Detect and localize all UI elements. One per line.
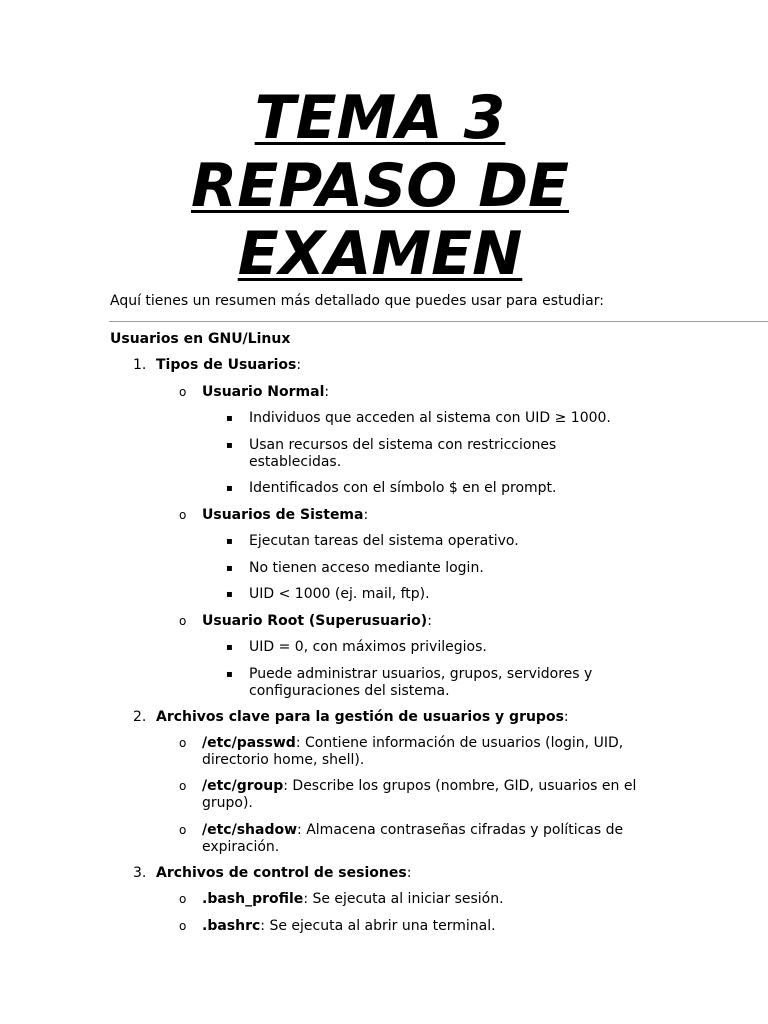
sub-item-label: /etc/group — [202, 778, 284, 794]
horizontal-rule — [109, 321, 768, 322]
circle-bullet-icon: o — [179, 614, 187, 628]
square-bullet-icon: ▪ — [226, 563, 233, 574]
item-label: Archivos clave para la gestión de usuarios y grupos — [156, 709, 564, 725]
bullet-text: Puede administrar usuarios, grupos, servidores y configuraciones del sistema. — [249, 666, 593, 699]
sub-list-item — [202, 613, 432, 630]
sub-list-item — [202, 507, 368, 524]
item-suffix: : — [563, 709, 569, 725]
item-suffix: : — [406, 865, 412, 881]
sub-list-item — [202, 822, 652, 856]
bullet-text: Ejecutan tareas del sistema operativo. — [249, 533, 519, 549]
bullet-text: No tienen acceso mediante login. — [249, 560, 484, 576]
sub-item-text: : Contiene información de usuarios (login, UID, directorio home, shell). — [202, 735, 624, 768]
intro-text: Aquí tienes un resumen más detallado que puedes usar para estudiar: — [110, 293, 604, 309]
sub-item-text: : Describe los grupos (nombre, GID, usuarios en el grupo). — [202, 778, 637, 811]
sub-item-text: : Se ejecuta al abrir una terminal. — [260, 918, 496, 934]
sub-item-label: .bash_profile — [202, 891, 304, 907]
item-suffix: : — [296, 357, 302, 373]
sub-item-label: .bashrc — [202, 918, 261, 934]
sub-item-label: /etc/passwd — [202, 735, 296, 751]
list-number: 1. — [133, 357, 147, 373]
sub-item-label: Usuarios de Sistema — [202, 507, 364, 523]
item-label: Tipos de Usuarios — [156, 357, 297, 373]
list-item — [156, 865, 411, 882]
circle-bullet-icon: o — [179, 736, 187, 750]
title-line-2: REPASO DE — [191, 151, 569, 221]
sub-list-item — [202, 778, 652, 812]
square-bullet-icon: ▪ — [226, 669, 233, 680]
square-bullet-icon: ▪ — [226, 589, 233, 600]
title-line-1: TEMA 3 — [254, 83, 506, 153]
sub-item-label: Usuario Normal — [202, 384, 325, 400]
square-bullet-icon: ▪ — [226, 440, 233, 451]
square-bullet-icon: ▪ — [226, 642, 233, 653]
item-label: Archivos de control de sesiones — [156, 865, 407, 881]
square-bullet-icon: ▪ — [226, 483, 233, 494]
circle-bullet-icon: o — [179, 508, 187, 522]
circle-bullet-icon: o — [179, 823, 187, 837]
sub-item-label: Usuario Root (Superusuario) — [202, 613, 428, 629]
square-bullet-icon: ▪ — [226, 413, 233, 424]
circle-bullet-icon: o — [179, 779, 187, 793]
circle-bullet-icon: o — [179, 385, 187, 399]
bullet-text: Individuos que acceden al sistema con UID ≥ 1000. — [249, 410, 611, 426]
sub-list-item — [202, 735, 652, 769]
sub-item-suffix: : — [363, 507, 369, 523]
circle-bullet-icon: o — [179, 892, 187, 906]
bullet-text: Usan recursos del sistema con restricciones establecidas. — [249, 437, 557, 470]
bullet-text: UID = 0, con máximos privilegios. — [249, 639, 487, 655]
sub-item-label: /etc/shadow — [202, 822, 298, 838]
title-line-3: EXAMEN — [237, 219, 523, 289]
list-number: 2. — [133, 709, 147, 725]
square-bullet-icon: ▪ — [226, 536, 233, 547]
sub-list-item — [202, 891, 504, 908]
sub-list-item — [202, 384, 329, 401]
bullet-text: UID < 1000 (ej. mail, ftp). — [249, 586, 430, 602]
sub-item-suffix: : — [427, 613, 432, 629]
list-number: 3. — [133, 865, 147, 881]
section-heading: Usuarios en GNU/Linux — [110, 331, 291, 347]
list-item — [156, 357, 301, 374]
list-item — [156, 709, 569, 726]
page-title — [0, 84, 760, 288]
sub-list-item — [202, 918, 496, 935]
sub-item-text: : Almacena contraseñas cifradas y políticas de expiración. — [202, 822, 624, 855]
bullet-text: Identificados con el símbolo $ en el prompt. — [249, 480, 557, 496]
sub-item-suffix: : — [324, 384, 330, 400]
circle-bullet-icon: o — [179, 919, 187, 933]
sub-item-text: : Se ejecuta al iniciar sesión. — [303, 891, 504, 907]
